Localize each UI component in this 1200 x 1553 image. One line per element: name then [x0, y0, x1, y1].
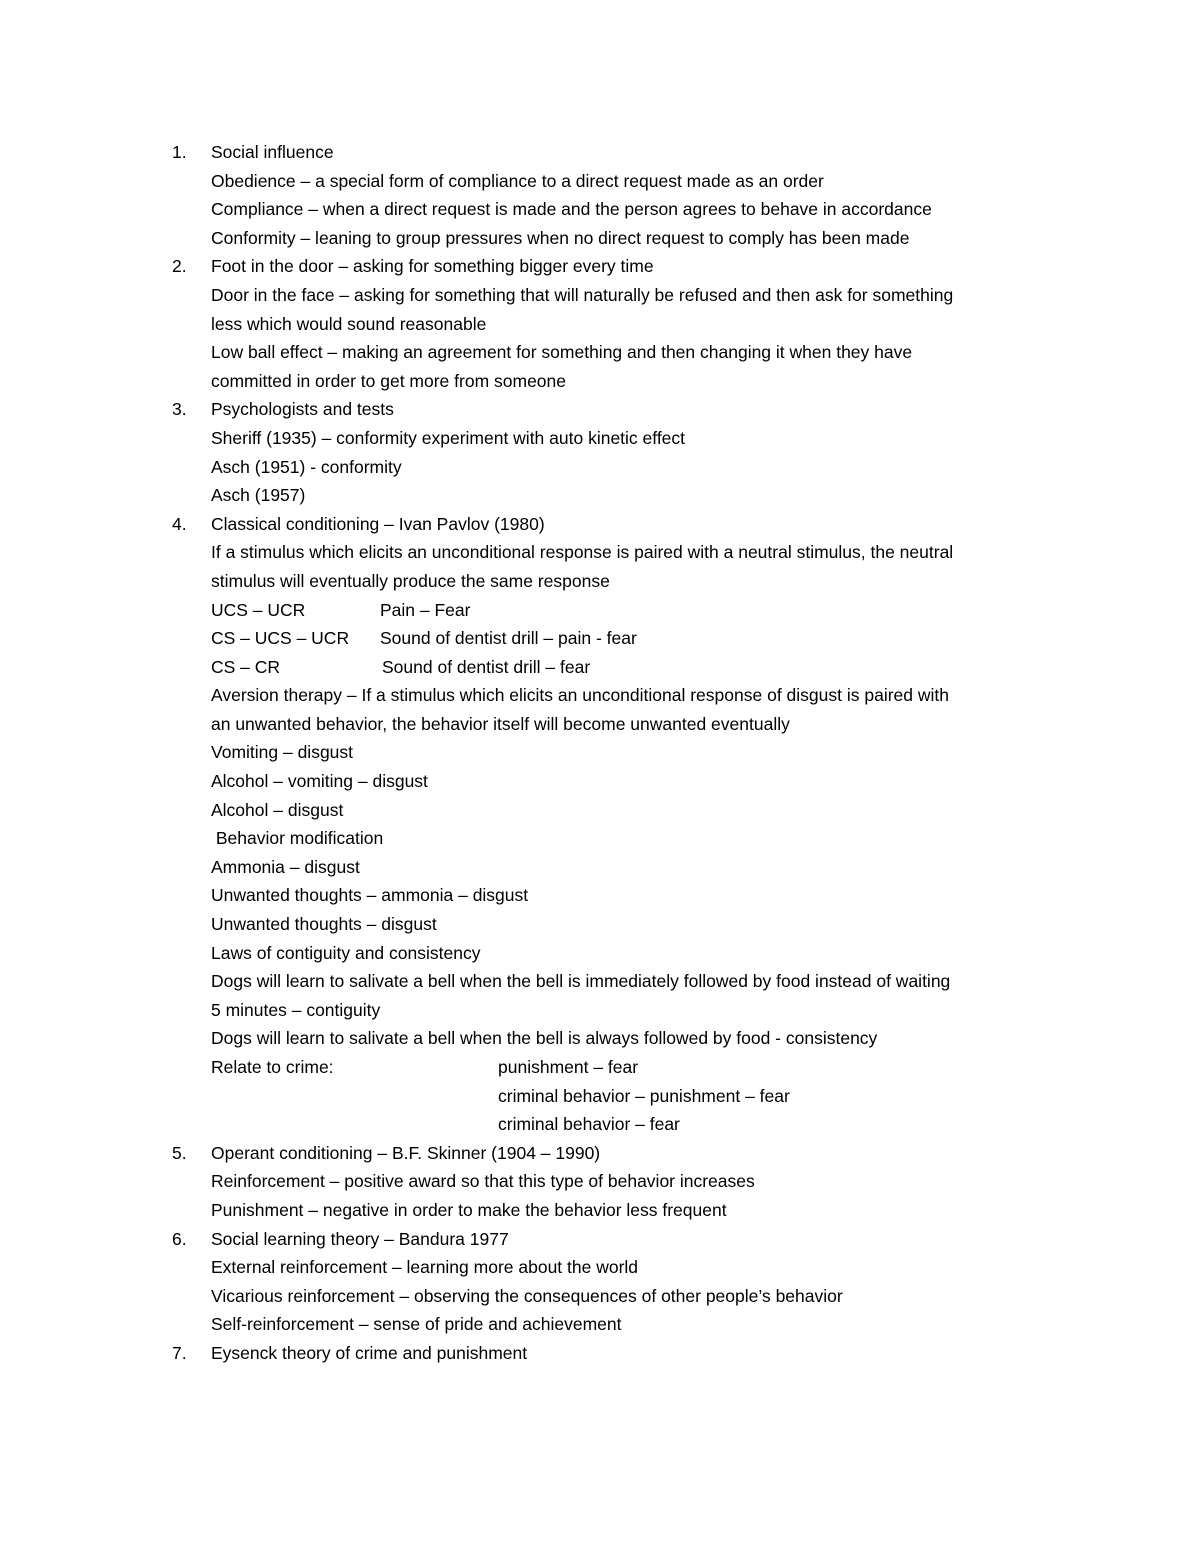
text-line [0, 1167, 1200, 1196]
definition-text: Reinforcement – positive award so that this type of behavior increases [211, 1171, 755, 1192]
crime-row [0, 1053, 1200, 1082]
text-line [0, 1310, 1200, 1339]
text-line [0, 167, 1200, 196]
definition-text: Low ball effect – making an agreement for something and then changing it when they have [211, 342, 913, 363]
item-heading: Foot in the door – asking for something bigger every time [211, 256, 654, 277]
definition-text: Dogs will learn to salivate a bell when the bell is always followed by food - consistency [211, 1028, 878, 1049]
text-line [0, 195, 1200, 224]
definition-text: an unwanted behavior, the behavior itself will become unwanted eventually [211, 713, 790, 734]
text-line [0, 681, 1200, 710]
text-line [0, 939, 1200, 968]
numbered-list [0, 138, 1200, 1368]
definition-text: Laws of contiguity and consistency [211, 942, 481, 963]
pair-row [0, 653, 1200, 682]
definition-text: Self-reinforcement – sense of pride and achievement [211, 1314, 622, 1335]
item-heading: Operant conditioning – B.F. Skinner (1904 – 1990) [211, 1142, 601, 1163]
text-line [0, 424, 1200, 453]
text-line [0, 853, 1200, 882]
text-line [0, 796, 1200, 825]
item-number: 7. [172, 1342, 187, 1363]
text-line [0, 338, 1200, 367]
text-line [0, 967, 1200, 996]
item-number: 4. [172, 513, 187, 534]
definition-text: Door in the face – asking for something that will naturally be refused and then ask for something [211, 284, 954, 305]
item-number: 5. [172, 1142, 187, 1163]
crime-row [0, 1110, 1200, 1139]
text-line [0, 1282, 1200, 1311]
text-line [0, 881, 1200, 910]
crime-line: criminal behavior – punishment – fear [498, 1085, 790, 1106]
pair-left: CS – CR [211, 656, 281, 677]
pair-right: Sound of dentist drill – fear [382, 656, 591, 677]
definition-text: Unwanted thoughts – disgust [211, 914, 437, 935]
text-line [0, 453, 1200, 482]
item-number: 1. [172, 142, 187, 162]
definition-text: committed in order to get more from someone [211, 370, 567, 391]
text-line [0, 481, 1200, 510]
crime-line: punishment – fear [498, 1057, 639, 1077]
text-line [0, 767, 1200, 796]
list-item-2 [0, 252, 1200, 281]
text-line [0, 1253, 1200, 1282]
item-heading: Psychologists and tests [211, 399, 394, 420]
pair-row [0, 596, 1200, 625]
definition-text: Alcohol – vomiting – disgust [211, 771, 428, 792]
text-line [0, 567, 1200, 596]
definition-text: Compliance – when a direct request is made and the person agrees to behave in accordance [211, 199, 932, 220]
text-line [0, 538, 1200, 567]
list-item-5 [0, 1139, 1200, 1168]
text-line [0, 910, 1200, 939]
definition-text: Unwanted thoughts – ammonia – disgust [211, 885, 529, 906]
pair-right: Sound of dentist drill – pain - fear [380, 628, 637, 649]
list-item-4 [0, 510, 1200, 539]
definition-text: Ammonia – disgust [211, 856, 360, 877]
definition-text: External reinforcement – learning more about the world [211, 1257, 639, 1278]
text-line [0, 310, 1200, 339]
pair-left: UCS – UCR [211, 599, 306, 620]
text-line [0, 224, 1200, 253]
list-item-1 [0, 138, 1200, 167]
definition-text: Alcohol – disgust [211, 799, 344, 820]
text-line [0, 367, 1200, 396]
definition-text: Conformity – leaning to group pressures when no direct request to comply has been made [211, 227, 910, 248]
definition-text: Vicarious reinforcement – observing the consequences of other people’s behavior [211, 1285, 843, 1306]
item-number: 3. [172, 399, 187, 420]
item-heading: Social influence [211, 142, 334, 162]
pair-row [0, 624, 1200, 653]
list-item-6 [0, 1225, 1200, 1254]
list-item-7 [0, 1339, 1200, 1368]
text-line [0, 738, 1200, 767]
text-line [0, 710, 1200, 739]
definition-text: Dogs will learn to salivate a bell when the bell is immediately followed by food instead of waiting [211, 971, 951, 992]
definition-text: Aversion therapy – If a stimulus which elicits an unconditional response of disgust is paired with [211, 685, 949, 706]
definition-text: Obedience – a special form of compliance to a direct request made as an order [211, 170, 824, 191]
definition-text: Asch (1957) [211, 485, 306, 506]
item-heading: Eysenck theory of crime and punishment [211, 1342, 528, 1363]
list-item-3 [0, 395, 1200, 424]
definition-text: If a stimulus which elicits an unconditional response is paired with a neutral stimulus, the neutral [211, 542, 954, 563]
definition-text: Behavior modification [211, 828, 384, 849]
text-line [0, 824, 1200, 853]
pair-right: Pain – Fear [380, 599, 471, 620]
definition-text: stimulus will eventually produce the same response [211, 570, 610, 591]
item-number: 2. [172, 256, 187, 277]
item-heading: Social learning theory – Bandura 1977 [211, 1228, 509, 1249]
text-line [0, 996, 1200, 1025]
text-line [0, 1024, 1200, 1053]
crime-line: criminal behavior – fear [498, 1114, 680, 1135]
crime-label: Relate to crime: [211, 1057, 334, 1077]
item-number: 6. [172, 1228, 187, 1249]
definition-text: Punishment – negative in order to make the behavior less frequent [211, 1199, 727, 1220]
text-line [0, 281, 1200, 310]
text-line [0, 1196, 1200, 1225]
definition-text: Sheriff (1935) – conformity experiment with auto kinetic effect [211, 427, 686, 448]
definition-text: Vomiting – disgust [211, 742, 354, 763]
definition-text: Asch (1951) - conformity [211, 456, 402, 477]
crime-row [0, 1082, 1200, 1111]
pair-left: CS – UCS – UCR [211, 628, 350, 649]
definition-text: 5 minutes – contiguity [211, 999, 381, 1020]
item-heading: Classical conditioning – Ivan Pavlov (1980) [211, 513, 545, 534]
definition-text: less which would sound reasonable [211, 313, 487, 334]
